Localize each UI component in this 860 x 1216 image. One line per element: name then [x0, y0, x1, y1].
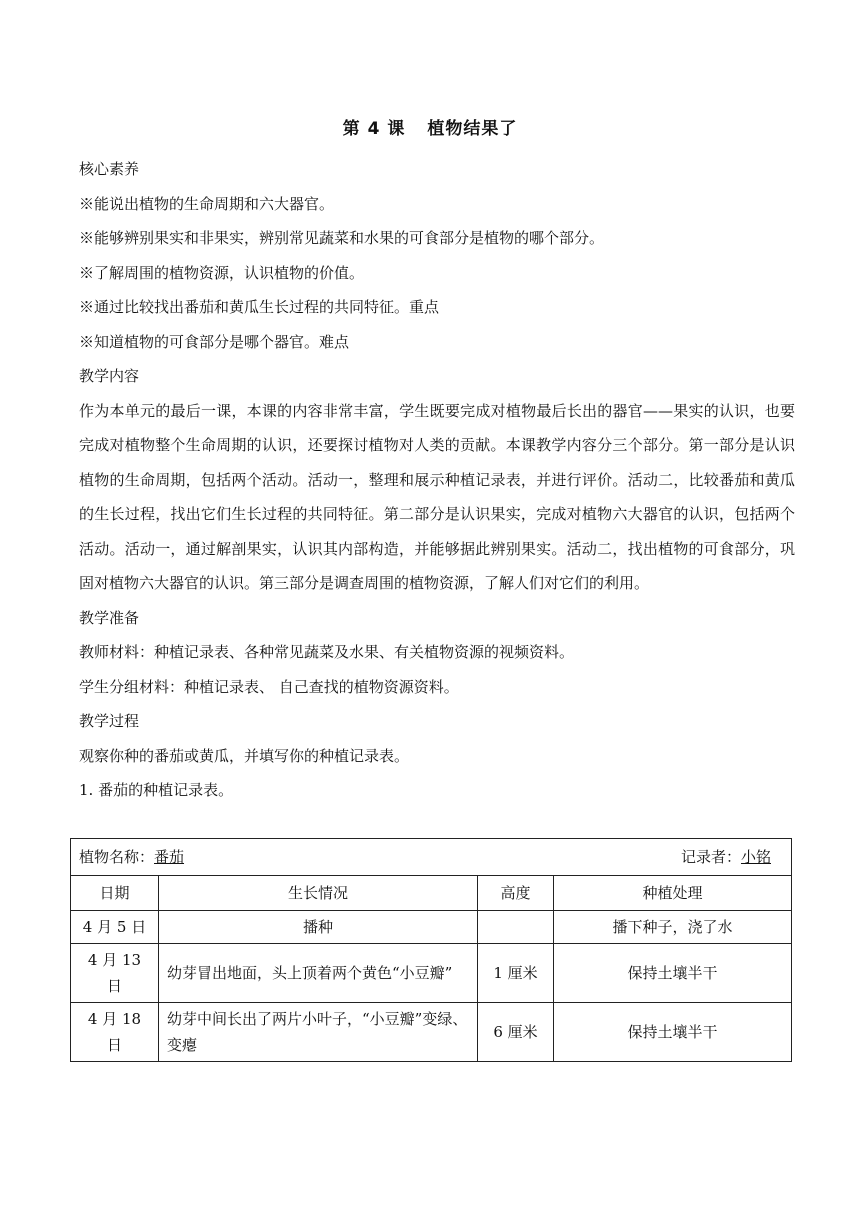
core-item: ※能说出植物的生命周期和六大器官。 — [79, 194, 335, 213]
cell-growth: 幼芽冒出地面，头上顶着两个黄色“小豆瓣” — [159, 944, 478, 1003]
cell-height — [478, 911, 554, 944]
process-intro: 观察你种的番茄或黄瓜，并填写你的种植记录表。 — [79, 746, 410, 765]
plant-name-label: 植物名称： — [79, 848, 155, 866]
plant-name-value: 番茄 — [154, 848, 185, 866]
table-row — [71, 1003, 792, 1062]
cell-growth: 幼芽中间长出了两片小叶子，“小豆瓣”变绿、变瘪 — [159, 1003, 478, 1062]
cell-date: 4 月 13 日 — [71, 944, 159, 1003]
lesson-title — [0, 114, 860, 139]
section-heading-prep: 教学准备 — [79, 608, 140, 627]
cell-treatment: 保持土壤半干 — [554, 944, 792, 1003]
recorder-field — [681, 844, 771, 870]
cell-height: 1 厘米 — [478, 944, 554, 1003]
section-heading-core: 核心素养 — [79, 160, 140, 178]
recorder-label: 记录者： — [680, 848, 741, 866]
recorder-value: 小铭 — [740, 848, 771, 866]
table-caption: 1. 番茄的种植记录表。 — [79, 781, 234, 799]
document-body — [79, 152, 795, 808]
core-item: ※通过比较找出番茄和黄瓜生长过程的共同特征。重点 — [79, 298, 440, 316]
cell-treatment: 播下种子，浇了水 — [554, 911, 792, 944]
cell-date: 4 月 18 日 — [71, 1003, 159, 1062]
lesson-number: 第 4 课 — [342, 119, 406, 139]
core-item: ※了解周围的植物资源，认识植物的价值。 — [79, 263, 365, 282]
cell-treatment: 保持土壤半干 — [554, 1003, 792, 1062]
lesson-name: 植物结果了 — [427, 119, 518, 139]
core-item: ※能够辨别果实和非果实，辨别常见蔬菜和水果的可食部分是植物的哪个部分。 — [79, 229, 605, 247]
prep-student: 学生分组材料：种植记录表、 自己查找的植物资源资料。 — [79, 677, 459, 696]
table-meta-row — [71, 839, 792, 876]
core-item: ※知道植物的可食部分是哪个器官。难点 — [79, 332, 350, 351]
section-heading-process: 教学过程 — [79, 712, 140, 730]
planting-record-table — [70, 838, 792, 1062]
header-growth: 生长情况 — [159, 876, 478, 911]
cell-height: 6 厘米 — [478, 1003, 554, 1062]
prep-teacher: 教师材料：种植记录表、各种常见蔬菜及水果、有关植物资源的视频资料。 — [79, 643, 575, 661]
cell-growth: 播种 — [159, 911, 478, 944]
header-treatment: 种植处理 — [554, 876, 792, 911]
cell-date: 4 月 5 日 — [71, 911, 159, 944]
plant-name-field — [79, 844, 184, 870]
table-row — [71, 944, 792, 1003]
table-row — [71, 911, 792, 944]
table-header-row — [71, 876, 792, 911]
section-heading-content: 教学内容 — [79, 367, 140, 385]
content-paragraph: 作为本单元的最后一课，本课的内容非常丰富，学生既要完成对植物最后长出的器官——果实的认识，也要完成对植物整个生命周期的认识，还要探讨植物对人类的贡献。本课教学内容分三个部分。第一部分是认识植物的生命周期，包括两个活动。活动一，整理和展示种植记录表，并进行评价。活动二，比较番茄和黄瓜的生长过程，找出它们生长过程的共同特征。第二部分是认识果实，完成对植物六大器官的认识，包括两个活动。活动一，通过解剖果实，认识其内部构造，并能够据此辨别果实。活动二，找出植物的可食部分，巩固对植物六大器官的认识。第三部分是调查周围的植物资源，了解人们对它们的利用。 — [79, 401, 795, 592]
header-height: 高度 — [478, 876, 554, 911]
header-date: 日期 — [71, 876, 159, 911]
